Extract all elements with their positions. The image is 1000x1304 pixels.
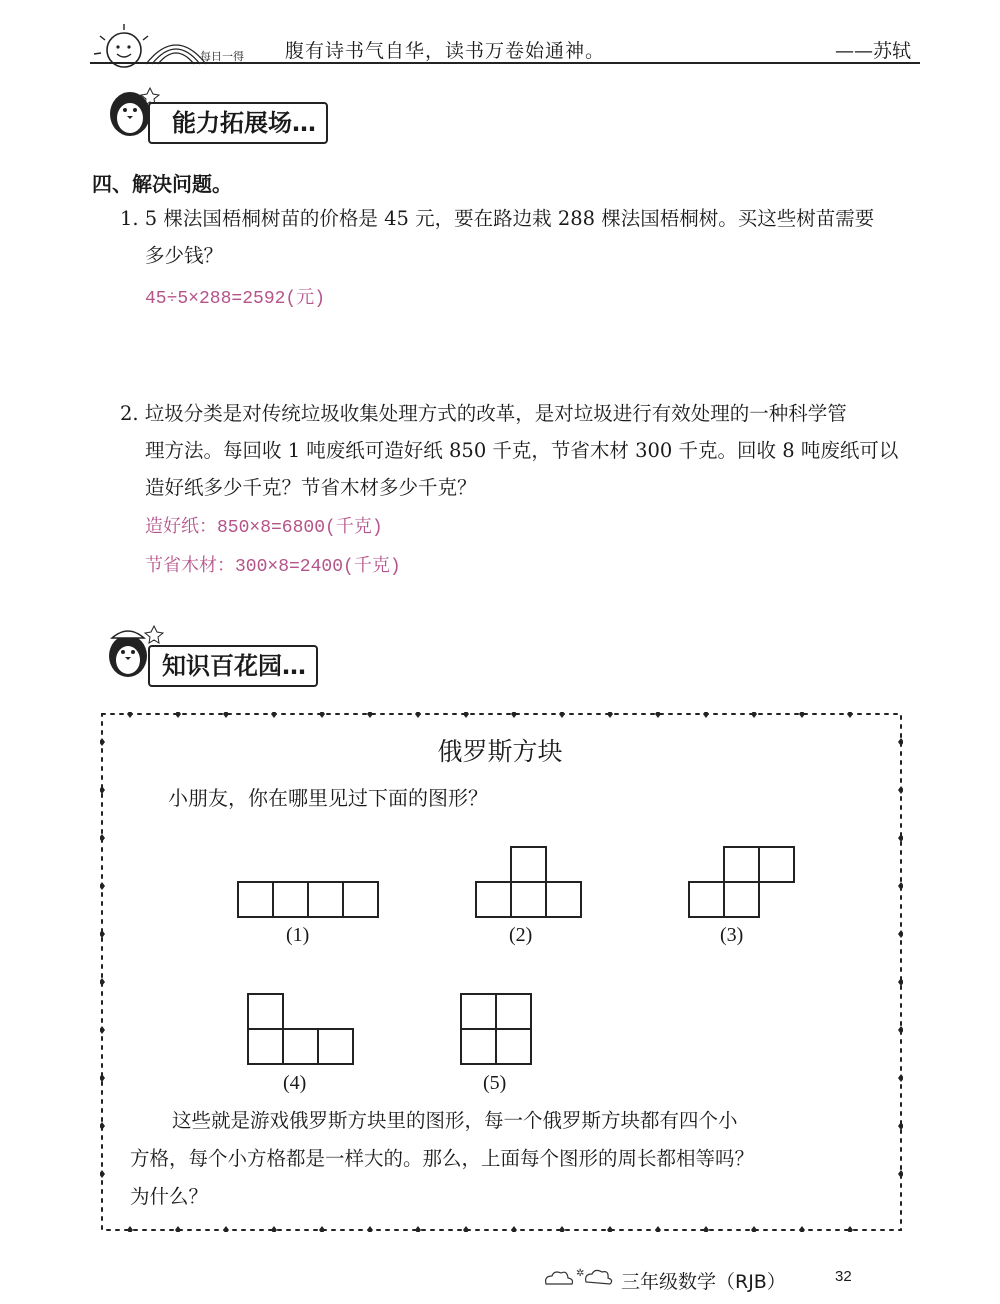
sun-rainbow-decoration (86, 20, 286, 68)
frame-diamond (607, 1226, 613, 1232)
frame-diamond (415, 712, 421, 718)
frame-diamond (319, 712, 325, 718)
frame-diamond (847, 712, 853, 718)
frame-diamond (898, 1122, 903, 1130)
cloud-decoration (540, 1262, 620, 1292)
box-paragraph-line1: 这些就是游戏俄罗斯方块里的图形，每一个俄罗斯方块都有四个小 (172, 1109, 738, 1132)
frame-diamond (175, 712, 181, 718)
frame-diamond (100, 882, 105, 890)
frame-diamond (898, 1170, 903, 1178)
frame-diamond (751, 712, 757, 718)
frame-diamond (898, 930, 903, 938)
footer-page-number: 32 (835, 1268, 852, 1285)
shape-label-5: (5) (483, 1072, 507, 1094)
frame-diamond (100, 1074, 105, 1082)
section-banner-ability: 能力拓展场… (148, 102, 328, 144)
section-heading: 四、解决问题。 (92, 172, 232, 196)
tetromino-2 (476, 847, 581, 917)
frame-diamond (415, 1226, 421, 1232)
frame-diamond (319, 1226, 325, 1232)
frame-diamond (271, 1226, 277, 1232)
frame-diamond (367, 712, 373, 718)
footer-book-title: 三年级数学（RJB） (621, 1271, 786, 1293)
box-title: 俄罗斯方块 (437, 737, 563, 766)
frame-diamond (655, 1226, 661, 1232)
shape-label-4: (4) (283, 1072, 307, 1094)
frame-diamond (898, 978, 903, 986)
frame-diamond (100, 1122, 105, 1130)
daily-tag: 每日一得 (200, 50, 244, 63)
frame-diamond (100, 930, 105, 938)
box-paragraph-line2: 方格，每个小方格都是一样大的。那么，上面每个图形的周长都相等吗？ (130, 1147, 755, 1170)
frame-diamond (100, 1170, 105, 1178)
box-intro: 小朋友，你在哪里见过下面的图形？ (168, 786, 488, 810)
header-quote: 腹有诗书气自华，读书万卷始通神。 (285, 40, 606, 62)
frame-diamond (559, 712, 565, 718)
q2-line1: 2. 垃圾分类是对传统垃圾收集处理方式的改革，是对垃圾进行有效处理的一种科学管 (120, 402, 847, 425)
frame-diamond (655, 712, 661, 718)
frame-diamond (847, 1226, 853, 1232)
frame-diamond (271, 712, 277, 718)
svg-text:✲: ✲ (576, 1268, 585, 1279)
frame-diamond (799, 1226, 805, 1232)
frame-diamond (175, 1226, 181, 1232)
frame-diamond (703, 1226, 709, 1232)
frame-diamond (100, 834, 105, 842)
frame-diamond (898, 882, 903, 890)
frame-diamond (511, 1226, 517, 1232)
section-banner-knowledge: 知识百花园… (148, 645, 318, 687)
frame-diamond (898, 1074, 903, 1082)
frame-diamond (100, 978, 105, 986)
shape-label-3: (3) (720, 924, 744, 946)
tetromino-4 (248, 994, 353, 1064)
box-paragraph-line3: 为什么？ (130, 1185, 209, 1208)
frame-diamond (511, 712, 517, 718)
header-author: ——苏轼 (835, 40, 912, 62)
tetromino-shapes (200, 830, 820, 1080)
frame-diamond (703, 712, 709, 718)
frame-diamond (100, 786, 105, 794)
tetromino-1 (238, 882, 378, 917)
q1-line1: 1. 5 棵法国梧桐树苗的价格是 45 元，要在路边栽 288 棵法国梧桐树。买这些树苗需要 (120, 207, 875, 230)
frame-diamond (898, 786, 903, 794)
frame-diamond (751, 1226, 757, 1232)
frame-diamond (898, 834, 903, 842)
frame-diamond (463, 1226, 469, 1232)
q1-answer: 45÷5×288=2592(元) (145, 289, 326, 309)
frame-diamond (463, 712, 469, 718)
q2-answer-paper: 造好纸：850×8=6800(千克) (145, 518, 383, 538)
frame-diamond (100, 1026, 105, 1034)
shape-label-1: (1) (286, 924, 310, 946)
frame-diamond (799, 712, 805, 718)
frame-diamond (127, 1226, 133, 1232)
q2-line2: 理方法。每回收 1 吨废纸可造好纸 850 千克，节省木材 300 千克。回收 8 吨废纸可以 (145, 439, 899, 462)
frame-diamond (898, 1026, 903, 1034)
tetromino-3 (689, 847, 794, 917)
shape-label-2: (2) (509, 924, 533, 946)
tetromino-5 (461, 994, 531, 1064)
frame-diamond (223, 712, 229, 718)
q2-answer-wood: 节省木材：300×8=2400(千克) (145, 557, 401, 577)
frame-diamond (127, 712, 133, 718)
q2-line3: 造好纸多少千克？节省木材多少千克？ (145, 476, 477, 499)
header-divider (90, 62, 920, 64)
frame-diamond (223, 1226, 229, 1232)
q1-line2: 多少钱？ (145, 244, 224, 267)
frame-diamond (367, 1226, 373, 1232)
frame-diamond (559, 1226, 565, 1232)
frame-diamond (607, 712, 613, 718)
